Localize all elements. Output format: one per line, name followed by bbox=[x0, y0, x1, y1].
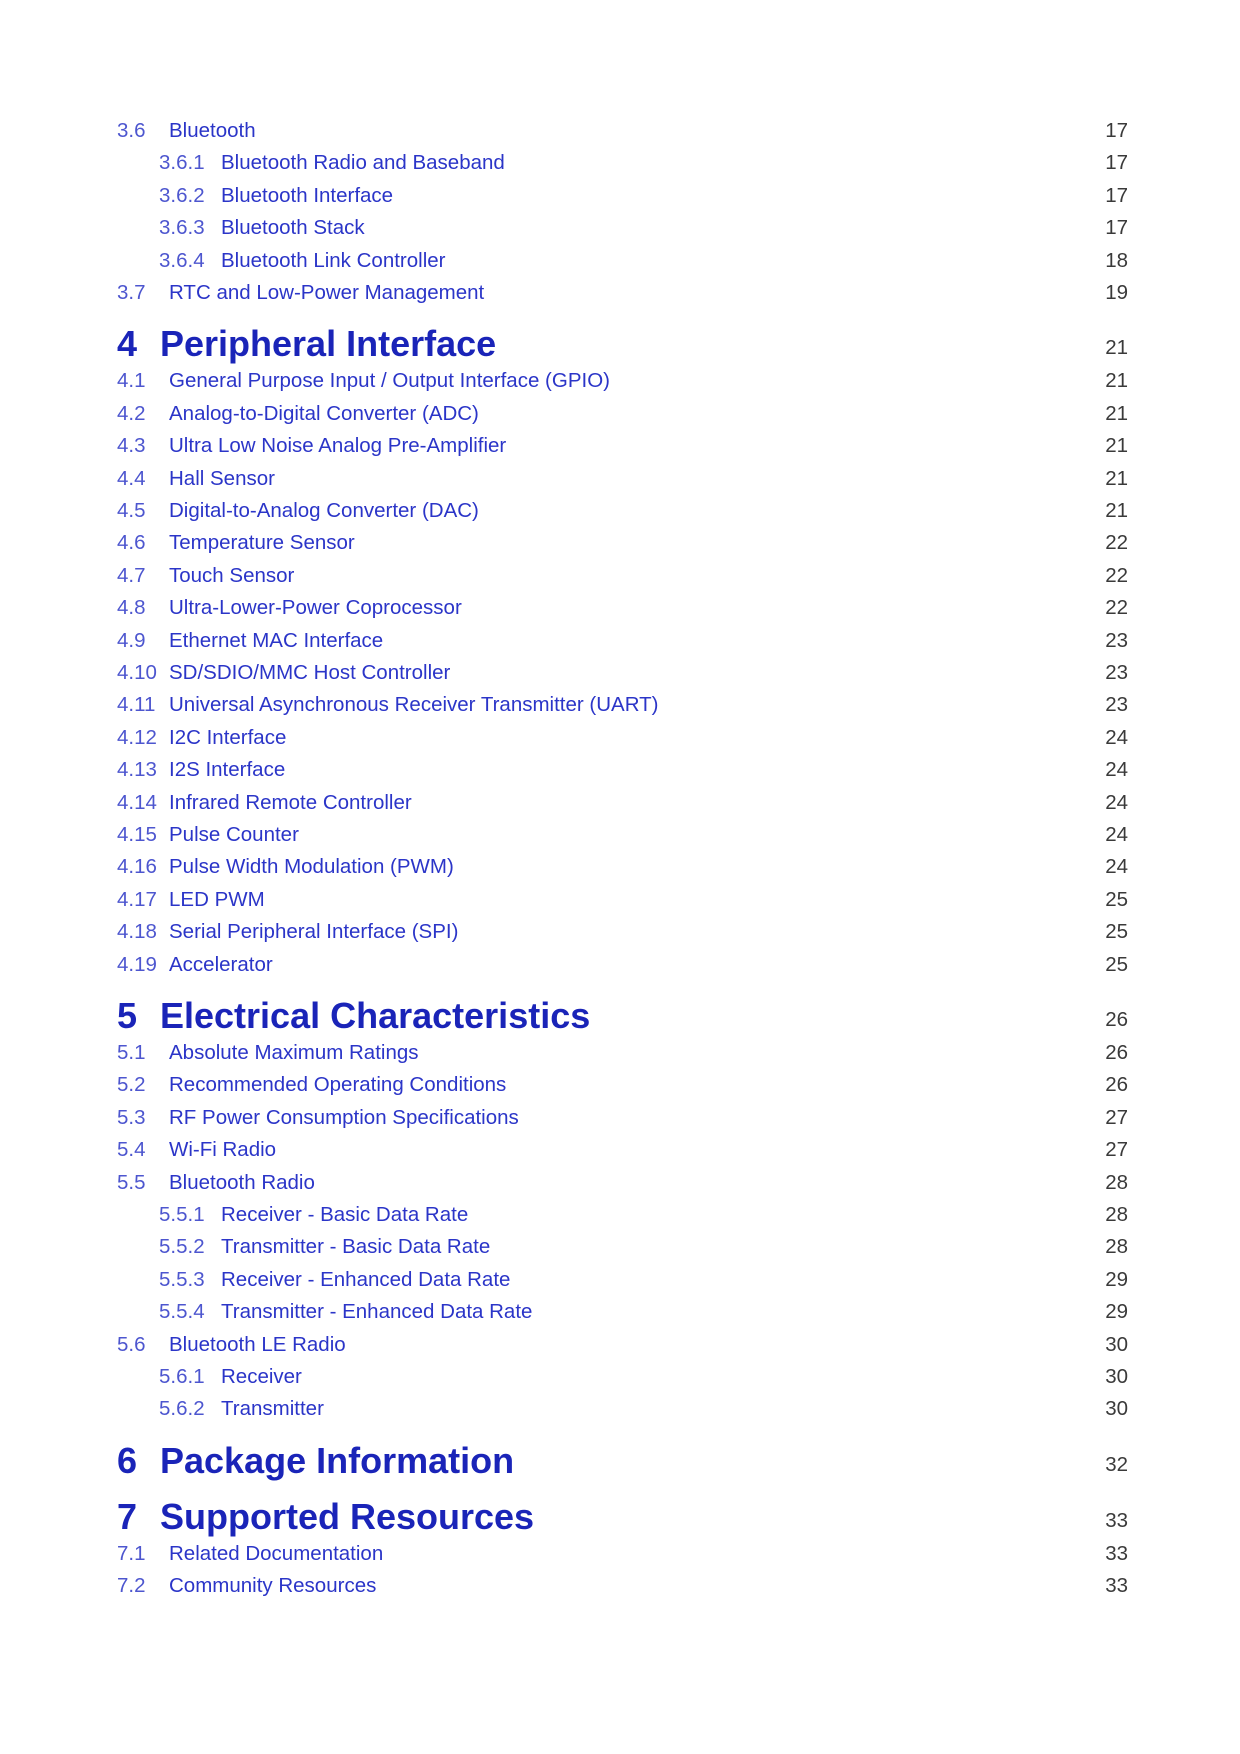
toc-chapter-entry[interactable] bbox=[0, 1495, 1240, 1539]
toc-entry-page-number: 28 bbox=[1105, 1235, 1128, 1259]
toc-entry-title: Receiver bbox=[221, 1365, 302, 1388]
toc-entry-title: Peripheral Interface bbox=[160, 323, 497, 365]
toc-entry-page-number: 21 bbox=[1105, 369, 1128, 393]
toc-entry-page-number: 21 bbox=[1105, 434, 1128, 458]
toc-subsection-entry[interactable] bbox=[0, 148, 1240, 178]
toc-chapter-entry[interactable] bbox=[0, 322, 1240, 366]
toc-entry-number: 4.2 bbox=[117, 401, 146, 425]
toc-subsection-entry[interactable] bbox=[0, 1265, 1240, 1295]
toc-entry-page-number: 24 bbox=[1105, 725, 1128, 749]
toc-entry-page-number: 17 bbox=[1105, 151, 1128, 175]
toc-entry-title: Package Information bbox=[160, 1439, 515, 1481]
toc-entry-number: 3.6.1 bbox=[159, 151, 205, 175]
toc-entry-number: 5.5.4 bbox=[159, 1300, 205, 1324]
toc-entry-number: 5.6.1 bbox=[159, 1365, 205, 1388]
toc-section-entry[interactable] bbox=[0, 464, 1240, 494]
toc-section-entry[interactable] bbox=[0, 1135, 1240, 1165]
toc-section-entry[interactable] bbox=[0, 788, 1240, 818]
toc-entry-page-number: 26 bbox=[1105, 1041, 1128, 1064]
toc-entry-title: Serial Peripheral Interface (SPI) bbox=[169, 920, 459, 944]
toc-entry-page-number: 22 bbox=[1105, 563, 1128, 587]
toc-entry-title: Supported Resources bbox=[160, 1495, 535, 1537]
toc-subsection-entry[interactable] bbox=[0, 1394, 1240, 1424]
toc-entry-title: Community Resources bbox=[169, 1574, 377, 1598]
toc-entry-title: Transmitter - Basic Data Rate bbox=[221, 1235, 491, 1259]
toc-subsection-entry[interactable] bbox=[0, 1362, 1240, 1392]
toc-entry-number: 5.4 bbox=[117, 1138, 146, 1162]
toc-entry-page-number: 30 bbox=[1105, 1332, 1128, 1356]
toc-entry-title: Digital-to-Analog Converter (DAC) bbox=[169, 499, 479, 522]
toc-entry-number: 3.6 bbox=[117, 119, 146, 142]
toc-entry-number: 4.16 bbox=[117, 855, 157, 879]
toc-entry-number: 4.17 bbox=[117, 887, 157, 911]
toc-section-entry[interactable] bbox=[0, 1571, 1240, 1601]
toc-entry-number: 5.2 bbox=[117, 1073, 146, 1097]
toc-entry-title: RF Power Consumption Specifications bbox=[169, 1105, 519, 1129]
toc-entry-page-number: 25 bbox=[1105, 887, 1128, 911]
toc-entry-title: Bluetooth Link Controller bbox=[221, 248, 446, 272]
toc-section-entry[interactable] bbox=[0, 690, 1240, 720]
toc-entry-title: Ultra-Lower-Power Coprocessor bbox=[169, 596, 462, 620]
toc-entry-number: 4.4 bbox=[117, 466, 146, 490]
toc-entry-title: Accelerator bbox=[169, 952, 273, 976]
toc-entry-page-number: 19 bbox=[1105, 281, 1128, 304]
toc-entry-title: Touch Sensor bbox=[169, 563, 295, 587]
toc-entry-title: Pulse Width Modulation (PWM) bbox=[169, 855, 454, 879]
toc-entry-page-number: 21 bbox=[1105, 499, 1128, 522]
toc-entry-number: 5.5.2 bbox=[159, 1235, 205, 1259]
toc-entry-number: 4.14 bbox=[117, 790, 157, 814]
toc-section-entry[interactable] bbox=[0, 496, 1240, 526]
toc-subsection-entry[interactable] bbox=[0, 1200, 1240, 1230]
toc-entry-page-number: 23 bbox=[1105, 661, 1128, 684]
toc-entry-title: Wi-Fi Radio bbox=[169, 1138, 277, 1162]
toc-entry-number: 4.13 bbox=[117, 758, 157, 782]
toc-entry-title: RTC and Low-Power Management bbox=[169, 281, 485, 304]
toc-entry-page-number: 26 bbox=[1105, 1073, 1128, 1097]
toc-entry-page-number: 33 bbox=[1105, 1541, 1128, 1565]
toc-entry-page-number: 24 bbox=[1105, 823, 1128, 846]
toc-entry-title: Related Documentation bbox=[169, 1541, 384, 1565]
toc-entry-page-number: 21 bbox=[1105, 336, 1128, 360]
toc-entry-title: Ultra Low Noise Analog Pre-Amplifier bbox=[169, 434, 507, 458]
toc-entry-number: 3.6.2 bbox=[159, 183, 205, 207]
toc-entry-title: Electrical Characteristics bbox=[160, 995, 591, 1036]
toc-entry-page-number: 33 bbox=[1105, 1508, 1128, 1532]
toc-entry-title: Transmitter bbox=[221, 1397, 324, 1421]
toc-section-entry[interactable] bbox=[0, 1070, 1240, 1100]
toc-section-entry[interactable] bbox=[0, 1103, 1240, 1133]
toc-entry-title: Universal Asynchronous Receiver Transmitter (UART) bbox=[169, 693, 659, 717]
toc-entry-page-number: 21 bbox=[1105, 466, 1128, 490]
toc-entry-title: I2S Interface bbox=[169, 758, 286, 782]
toc-entry-page-number: 33 bbox=[1105, 1574, 1128, 1598]
toc-section-entry[interactable] bbox=[0, 278, 1240, 308]
toc-entry-title: Bluetooth bbox=[169, 119, 256, 142]
toc-entry-number: 4.6 bbox=[117, 531, 146, 555]
toc-entry-number: 4.9 bbox=[117, 628, 146, 652]
toc-section-entry[interactable] bbox=[0, 885, 1240, 915]
toc-entry-page-number: 30 bbox=[1105, 1397, 1128, 1421]
toc-entry-page-number: 24 bbox=[1105, 855, 1128, 879]
toc-entry-number: 4.15 bbox=[117, 823, 157, 846]
toc-entry-page-number: 21 bbox=[1105, 401, 1128, 425]
toc-entry-page-number: 17 bbox=[1105, 216, 1128, 240]
toc-entry-number: 4.1 bbox=[117, 369, 146, 393]
toc-entry-page-number: 17 bbox=[1105, 183, 1128, 207]
toc-entry-number: 3.7 bbox=[117, 281, 146, 304]
toc-entry-page-number: 23 bbox=[1105, 693, 1128, 717]
toc-entry-title: Ethernet MAC Interface bbox=[169, 628, 384, 652]
toc-section-entry[interactable] bbox=[0, 917, 1240, 947]
toc-section-entry[interactable] bbox=[0, 366, 1240, 396]
toc-entry-number: 5.5 bbox=[117, 1170, 146, 1194]
toc-entry-number: 5.5.3 bbox=[159, 1267, 205, 1291]
toc-entry-number: 4.10 bbox=[117, 661, 157, 684]
toc-entry-page-number: 25 bbox=[1105, 920, 1128, 944]
toc-entry-page-number: 24 bbox=[1105, 758, 1128, 782]
toc-entry-number: 7.2 bbox=[117, 1574, 146, 1598]
toc-entry-title: General Purpose Input / Output Interface (GPIO) bbox=[169, 369, 610, 393]
toc-entry-title: Bluetooth Radio bbox=[169, 1170, 315, 1194]
toc-entry-number: 4.7 bbox=[117, 563, 146, 587]
toc-entry-number: 6 bbox=[117, 1439, 138, 1481]
toc-entry-number: 3.6.3 bbox=[159, 216, 205, 240]
toc-entry-page-number: 28 bbox=[1105, 1203, 1128, 1226]
toc-entry-title: Absolute Maximum Ratings bbox=[169, 1041, 419, 1064]
toc-entry-number: 4.18 bbox=[117, 920, 157, 944]
toc-section-entry[interactable] bbox=[0, 1539, 1240, 1569]
toc-entry-page-number: 18 bbox=[1105, 248, 1128, 272]
toc-entry-page-number: 32 bbox=[1105, 1452, 1128, 1476]
toc-entry-page-number: 30 bbox=[1105, 1365, 1128, 1388]
toc-entry-title: Bluetooth Radio and Baseband bbox=[221, 151, 505, 175]
toc-entry-number: 5.6 bbox=[117, 1332, 146, 1356]
toc-section-entry[interactable] bbox=[0, 1330, 1240, 1360]
toc-entry-number: 7.1 bbox=[117, 1541, 146, 1565]
toc-section-entry[interactable] bbox=[0, 431, 1240, 461]
toc-section-entry[interactable] bbox=[0, 658, 1240, 688]
toc-entry-page-number: 23 bbox=[1105, 628, 1128, 652]
toc-entry-number: 4.8 bbox=[117, 596, 146, 620]
toc-section-entry[interactable] bbox=[0, 723, 1240, 753]
toc-section-entry[interactable] bbox=[0, 820, 1240, 850]
toc-subsection-entry[interactable] bbox=[0, 181, 1240, 211]
toc-entry-number: 4.3 bbox=[117, 434, 146, 458]
toc-entry-number: 7 bbox=[117, 1495, 138, 1537]
toc-entry-title: Receiver - Basic Data Rate bbox=[221, 1203, 469, 1226]
toc-entry-number: 5.6.2 bbox=[159, 1397, 205, 1421]
toc-entry-title: Analog-to-Digital Converter (ADC) bbox=[169, 401, 479, 425]
toc-entry-title: Recommended Operating Conditions bbox=[169, 1073, 507, 1097]
toc-section-entry[interactable] bbox=[0, 755, 1240, 785]
toc-entry-title: Pulse Counter bbox=[169, 823, 299, 846]
toc-section-entry[interactable] bbox=[0, 593, 1240, 623]
toc-section-entry[interactable] bbox=[0, 626, 1240, 656]
toc-entry-number: 4.12 bbox=[117, 725, 157, 749]
toc-entry-number: 5.3 bbox=[117, 1105, 146, 1129]
toc-section-entry[interactable] bbox=[0, 950, 1240, 980]
toc-subsection-entry[interactable] bbox=[0, 213, 1240, 243]
toc-entry-title: Hall Sensor bbox=[169, 466, 275, 490]
toc-entry-number: 4.5 bbox=[117, 499, 146, 522]
toc-entry-title: Temperature Sensor bbox=[169, 531, 355, 555]
toc-entry-title: Infrared Remote Controller bbox=[169, 790, 412, 814]
toc-entry-title: SD/SDIO/MMC Host Controller bbox=[169, 661, 451, 684]
toc-entry-page-number: 17 bbox=[1105, 119, 1128, 142]
toc-entry-title: Bluetooth Interface bbox=[221, 183, 394, 207]
toc-entry-number: 5 bbox=[117, 995, 138, 1036]
toc-entry-number: 4.19 bbox=[117, 952, 157, 976]
toc-entry-page-number: 22 bbox=[1105, 531, 1128, 555]
toc-section-entry[interactable] bbox=[0, 399, 1240, 429]
toc-entry-title: Bluetooth LE Radio bbox=[169, 1332, 346, 1356]
toc-entry-number: 5.1 bbox=[117, 1041, 146, 1064]
toc-entry-title: I2C Interface bbox=[169, 725, 287, 749]
toc-section-entry[interactable] bbox=[0, 528, 1240, 558]
toc-section-entry[interactable] bbox=[0, 852, 1240, 882]
toc-entry-page-number: 26 bbox=[1105, 1008, 1128, 1031]
toc-subsection-entry[interactable] bbox=[0, 246, 1240, 276]
toc-section-entry[interactable] bbox=[0, 1168, 1240, 1198]
toc-entry-page-number: 25 bbox=[1105, 952, 1128, 976]
toc-entry-title: Receiver - Enhanced Data Rate bbox=[221, 1267, 511, 1291]
toc-entry-page-number: 22 bbox=[1105, 596, 1128, 620]
toc-section-entry[interactable] bbox=[0, 1038, 1240, 1068]
toc-section-entry[interactable] bbox=[0, 561, 1240, 591]
toc-entry-page-number: 29 bbox=[1105, 1267, 1128, 1291]
toc-entry-page-number: 28 bbox=[1105, 1170, 1128, 1194]
toc-chapter-entry[interactable] bbox=[0, 1439, 1240, 1483]
toc-section-entry[interactable] bbox=[0, 116, 1240, 146]
toc-entry-page-number: 29 bbox=[1105, 1300, 1128, 1324]
toc-entry-page-number: 24 bbox=[1105, 790, 1128, 814]
toc-entry-title: Transmitter - Enhanced Data Rate bbox=[221, 1300, 533, 1324]
toc-entry-number: 4 bbox=[117, 323, 138, 365]
toc-entry-title: Bluetooth Stack bbox=[221, 216, 365, 240]
toc-entry-page-number: 27 bbox=[1105, 1138, 1128, 1162]
toc-subsection-entry[interactable] bbox=[0, 1232, 1240, 1262]
toc-entry-number: 3.6.4 bbox=[159, 248, 205, 272]
toc-entry-title: LED PWM bbox=[169, 887, 265, 911]
toc-chapter-entry[interactable] bbox=[0, 994, 1240, 1038]
toc-entry-number: 4.11 bbox=[117, 693, 156, 717]
toc-subsection-entry[interactable] bbox=[0, 1297, 1240, 1327]
toc-entry-page-number: 27 bbox=[1105, 1105, 1128, 1129]
toc-entry-number: 5.5.1 bbox=[159, 1203, 205, 1226]
